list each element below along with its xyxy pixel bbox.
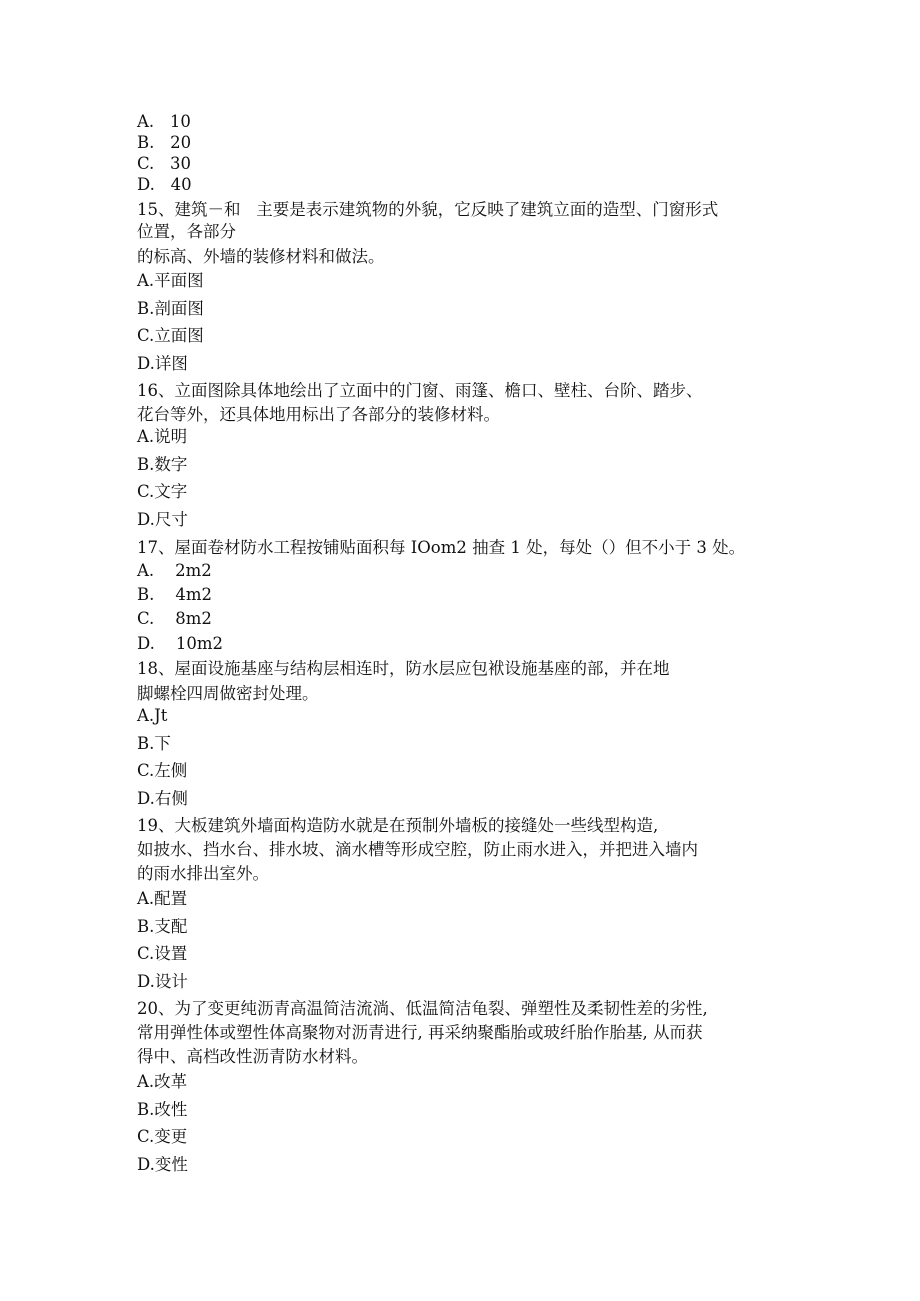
question-text-line: 花台等外，还具体地用标出了各部分的装修材料。 — [137, 405, 500, 424]
option-d: D.右侧 — [137, 789, 188, 808]
question-text-line: 如披水、挡水台、排水坡、滴水槽等形成空腔，防止雨水进入，并把进入墙内 — [137, 840, 698, 859]
option-b: B.剖面图 — [137, 299, 204, 318]
option-b: B.数字 — [137, 455, 188, 474]
option-a: A. 10 — [137, 112, 191, 131]
option-d: D.变性 — [137, 1155, 188, 1174]
question-text-line: 15、建筑－和 主要是表示建筑物的外貌，它反映了建筑立面的造型、门窗形式 — [137, 200, 719, 219]
option-c: C.文字 — [137, 482, 188, 501]
option-c: C. 8m2 — [137, 609, 212, 628]
option-b: B.下 — [137, 734, 171, 753]
question-text-line: 19、大板建筑外墙面构造防水就是在预制外墙板的接缝处一些线型构造, — [137, 816, 659, 835]
question-text-line: 常用弹性体或塑性体高聚物对沥青进行, 再采纳聚酯胎或玻纤胎作胎基, 从而获 — [137, 1023, 703, 1042]
question-text-line: 20、为了变更纯沥青高温简洁流淌、低温简洁龟裂、弹塑性及柔韧性差的劣性, — [137, 999, 708, 1018]
option-b: B. 20 — [137, 133, 192, 152]
question-text-line: 18、屋面设施基座与结构层相连时，防水层应包袱设施基座的部，并在地 — [137, 659, 670, 678]
option-a: A.说明 — [137, 427, 188, 446]
question-text-line: 脚螺栓四周做密封处理。 — [137, 684, 319, 703]
option-c: C. 30 — [137, 154, 192, 173]
option-d: D.详图 — [137, 354, 188, 373]
question-text-line: 位置，各部分 — [137, 222, 236, 241]
option-c: C.设置 — [137, 944, 188, 963]
question-text-line: 的标高、外墙的装修材料和做法。 — [137, 247, 385, 266]
option-b: B.支配 — [137, 917, 188, 936]
question-text-line: 16、立面图除具体地绘出了立面中的门窗、雨篷、檐口、壁柱、台阶、踏步、 — [137, 381, 703, 400]
option-c: C.左侧 — [137, 761, 188, 780]
option-a: A.平面图 — [137, 271, 204, 290]
option-c: C.变更 — [137, 1127, 188, 1146]
question-text-line: 得中、高档改性沥青防水材料。 — [137, 1047, 368, 1066]
option-a: A.Jt — [137, 706, 168, 725]
question-text-line: 17、屋面卷材防水工程按铺贴面积每 IOom2 抽查 1 处，每处（）但不小于 3 处。 — [137, 538, 746, 557]
option-d: D.设计 — [137, 972, 188, 991]
option-a: A.配置 — [137, 889, 188, 908]
option-b: B.改性 — [137, 1100, 188, 1119]
option-a: A. 2m2 — [137, 561, 212, 580]
option-d: D.尺寸 — [137, 510, 188, 529]
option-c: C.立面图 — [137, 326, 204, 345]
option-a: A.改革 — [137, 1072, 188, 1091]
option-d: D. 10m2 — [137, 634, 224, 653]
option-d: D. 40 — [137, 175, 192, 194]
option-b: B. 4m2 — [137, 585, 212, 604]
question-text-line: 的雨水排出室外。 — [137, 864, 269, 883]
